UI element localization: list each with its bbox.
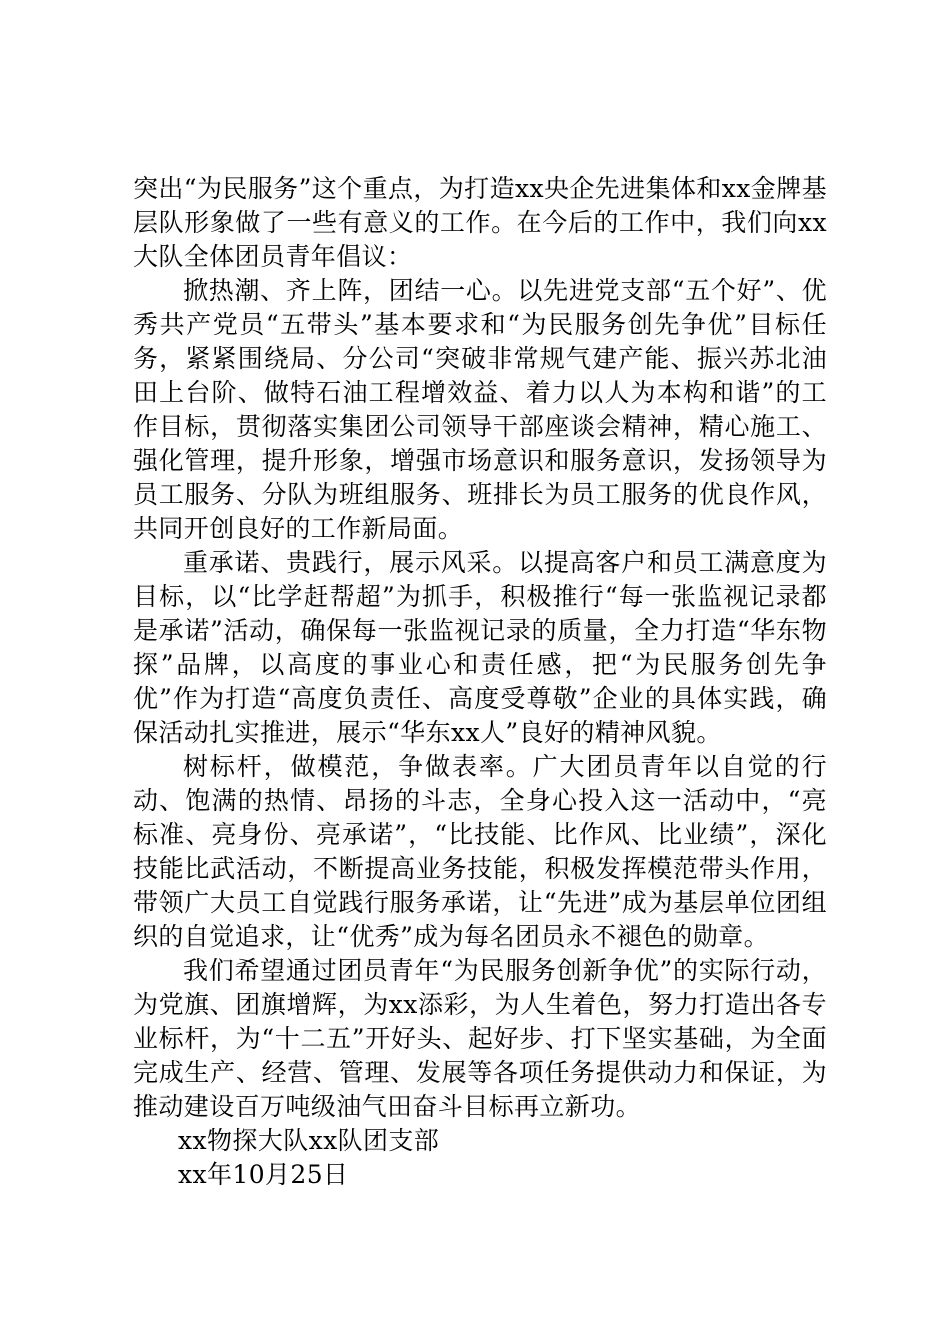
paragraph-commitment: 重承诺、贵践行，展示风采。以提高客户和员工满意度为目标，以“比学赶帮超”为抓手，积极推行“每一张监视记录都是承诺”活动，确保每一张监视记录的质量，全力打造“华东物探”品牌，以高度的事业心和责任感，把“为民服务创先争优”作为打造“高度负责任、高度受尊敬”企业的具体实践，确保活动扎实推进，展示“华东xx人”良好的精神风貌。 <box>133 548 827 747</box>
paragraph-conclusion: 我们希望通过团员青年“为民服务创新争优”的实际行动，为党旗、团旗增辉，为xx添彩，为人生着色，努力打造出各专业标杆，为“十二五”开好头、起好步、打下坚实基础，为全面完成生产、经营、管理、发展等各项任务提供动力和保证，为推动建设百万吨级油气田奋斗目标再立新功。 <box>133 956 827 1121</box>
paragraph-role-model: 树标杆，做模范，争做表率。广大团员青年以自觉的行动、饱满的热情、昂扬的斗志，全身心投入这一活动中，“亮标准、亮身份、亮承诺”，“比技能、比作风、比业绩”，深化技能比武活动，不断提高业务技能，积极发挥模范带头作用，带领广大员工自觉践行服务承诺，让“先进”成为基层单位团组织的自觉追求，让“优秀”成为每名团员永不褪色的勋章。 <box>133 752 827 951</box>
signature-organization: xx物探大队xx队团支部 <box>178 1126 440 1155</box>
document-body <box>133 172 827 1192</box>
signature-date: xx年10月25日 <box>178 1160 349 1189</box>
paragraph-intro: 突出“为民服务”这个重点，为打造xx央企先进集体和xx金牌基层队形象做了一些有意义的工作。在今后的工作中，我们向xx大队全体团员青年倡议： <box>133 174 827 271</box>
paragraph-unite: 掀热潮、齐上阵，团结一心。以先进党支部“五个好”、优秀共产党员“五带头”基本要求和“为民服务创先争优”目标任务，紧紧围绕局、分公司“突破非常规气建产能、振兴苏北油田上台阶、做特石油工程增效益、着力以人为本构和谐”的工作目标，贯彻落实集团公司领导干部座谈会精神，精心施工、强化管理，提升形象，增强市场意识和服务意识，发扬领导为员工服务、分队为班组服务、班排长为员工服务的优良作风，共同开创良好的工作新局面。 <box>133 276 827 543</box>
